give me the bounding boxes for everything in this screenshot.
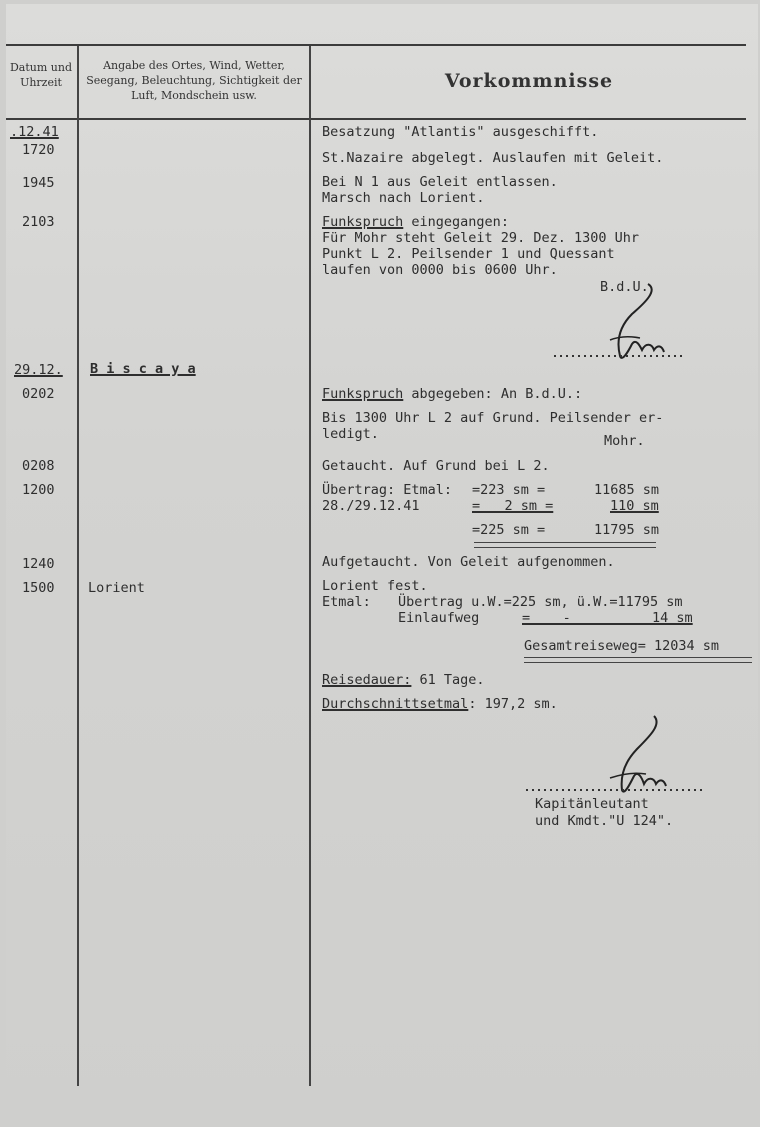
entry-text: Marsch nach Lorient. — [322, 190, 485, 206]
column-divider-2 — [309, 46, 311, 1086]
entry-time: 1240 — [22, 556, 55, 572]
distance-total: 110 sm — [610, 498, 659, 514]
total-voyage-distance: Gesamtreiseweg= 12034 sm — [524, 638, 720, 654]
distance-label: 28./29.12.41 — [322, 498, 420, 514]
commander-unit: und Kmdt."U 124". — [535, 813, 674, 829]
distance-label: Übertrag: Etmal: — [322, 482, 453, 498]
distance-label: Einlaufweg — [398, 610, 480, 626]
entry-text: Besatzung "Atlantis" ausgeschifft. — [322, 124, 599, 140]
entry-text: Für Mohr steht Geleit 29. Dez. 1300 Uhr — [322, 230, 639, 246]
entry-text: Bis 1300 Uhr L 2 auf Grund. Peilsender er- — [322, 410, 664, 426]
entry-time: 1500 — [22, 580, 55, 596]
message-signer: Mohr. — [604, 433, 645, 449]
location-name: B i s c a y a — [90, 361, 196, 377]
column-divider-1 — [77, 46, 79, 1086]
radio-message-sent: Funkspruch abgegeben: An B.d.U.: — [322, 386, 583, 402]
double-underline — [524, 657, 752, 663]
distance-label: Etmal: — [322, 594, 371, 610]
distance-day: = 2 sm = — [472, 498, 554, 514]
distance-carryover: Übertrag u.W.=225 sm, ü.W.=11795 sm — [398, 594, 683, 610]
entry-text: Aufgetaucht. Von Geleit aufgenommen. — [322, 554, 615, 570]
entry-date: .12.41 — [10, 124, 59, 140]
entry-text: laufen von 0000 bis 0600 Uhr. — [322, 262, 558, 278]
distance-total: 11685 sm — [594, 482, 660, 498]
entry-text: Getaucht. Auf Grund bei L 2. — [322, 458, 550, 474]
distance-day: =223 sm = — [472, 482, 546, 498]
radio-message-received: Funkspruch eingegangen: — [322, 214, 509, 230]
average-daily-distance: Durchschnittsetmal: 197,2 sm. — [322, 696, 558, 712]
commander-rank: Kapitänleutant — [535, 796, 649, 812]
header-location-weather: Angabe des Ortes, Wind, Wetter, Seegang, Beleuchtung, Sichtigkeit der Luft, Mondschein usw. — [86, 59, 302, 102]
entry-time: 1945 — [22, 175, 55, 191]
header-bottom-rule — [6, 118, 746, 120]
message-signer: B.d.U. — [600, 279, 649, 295]
table-top-rule — [6, 44, 746, 46]
header-date-time: Datum und Uhrzeit — [9, 61, 73, 89]
entry-time: 0208 — [22, 458, 55, 474]
entry-text: Lorient fest. — [322, 578, 428, 594]
distance-inbound: = - 14 sm — [522, 610, 693, 626]
distance-total: 11795 sm — [594, 522, 660, 538]
entry-date: 29.12. — [14, 362, 63, 378]
entry-time: 0202 — [22, 386, 55, 402]
entry-text: Punkt L 2. Peilsender 1 und Quessant — [322, 246, 615, 262]
distance-day: =225 sm = — [472, 522, 546, 538]
entry-time: 2103 — [22, 214, 55, 230]
handwritten-signature — [522, 712, 712, 802]
header-events: Vorkommnisse — [444, 70, 614, 92]
entry-text: ledigt. — [322, 426, 379, 442]
entry-time: 1720 — [22, 142, 55, 158]
voyage-duration: Reisedauer: 61 Tage. — [322, 672, 485, 688]
entry-text: St.Nazaire abgelegt. Auslaufen mit Geleit. — [322, 150, 664, 166]
entry-text: Bei N 1 aus Geleit entlassen. — [322, 174, 558, 190]
location-name: Lorient — [88, 580, 145, 596]
double-underline — [474, 542, 656, 548]
entry-time: 1200 — [22, 482, 55, 498]
handwritten-signature — [550, 280, 690, 370]
